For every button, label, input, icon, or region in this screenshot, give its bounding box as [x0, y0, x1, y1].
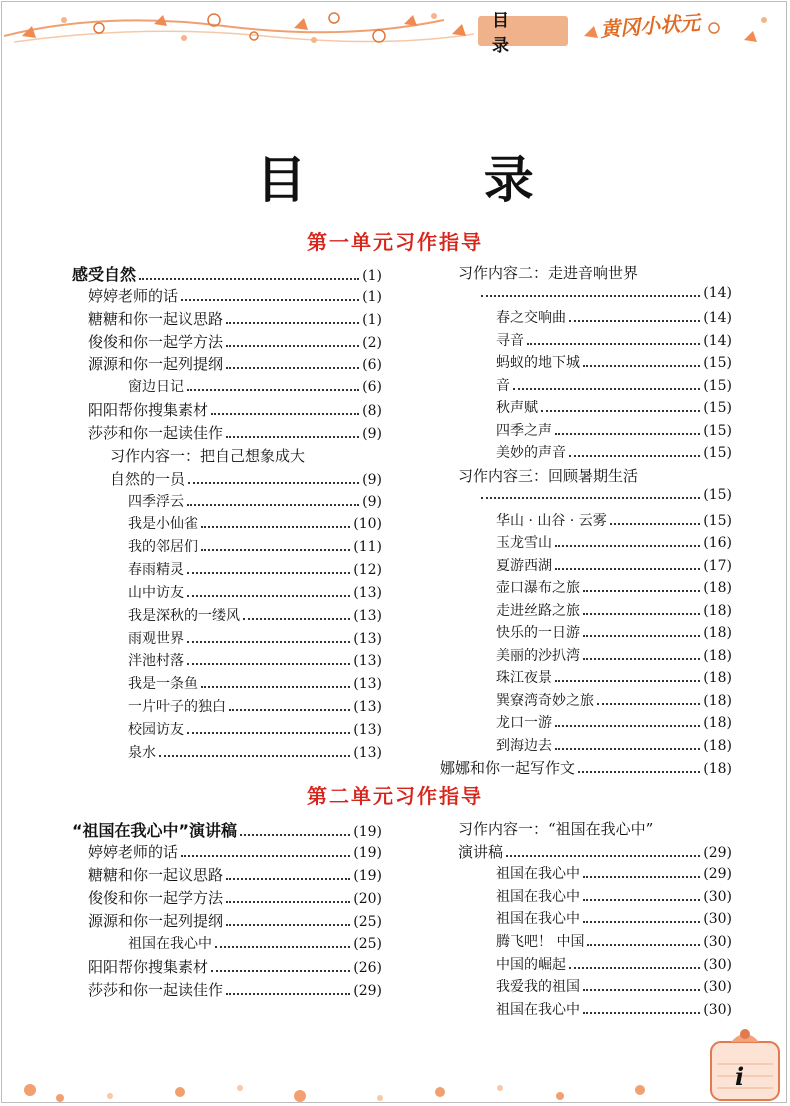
toc-entry-title: 糖糖和你一起议思路 — [88, 309, 224, 328]
toc-entry — [496, 735, 732, 757]
toc-entry-title: 玉龙雪山 — [496, 535, 552, 551]
toc-entry — [458, 262, 732, 284]
toc-entry-title: 糖糖和你一起议思路 — [88, 866, 224, 884]
toc-entry — [128, 673, 382, 695]
toc-entry-page: (13) — [353, 722, 382, 738]
dot-leader — [583, 603, 700, 615]
toc-entry — [496, 863, 732, 885]
toc-entry-title: 源源和你一起列提纲 — [88, 355, 224, 374]
toc-entry-title: 祖国在我心中 — [496, 911, 580, 928]
toc-entry-title: 我是一条鱼 — [128, 676, 198, 693]
toc-entry-page: (13) — [353, 653, 382, 670]
toc-entry — [128, 628, 382, 650]
dot-leader — [641, 471, 729, 481]
toc-entry-title: 腾飞吧！ 中国 — [496, 934, 585, 950]
toc-entry — [496, 908, 732, 930]
toc-entry-title: 音 — [496, 377, 510, 394]
toc-entry-page: (30) — [703, 1001, 732, 1018]
toc-entry — [72, 818, 382, 840]
dot-leader — [187, 494, 359, 506]
toc-entry-title: 四季浮云 — [128, 493, 184, 510]
dot-leader — [555, 738, 700, 750]
toc-entry-title: 四季之声 — [496, 422, 552, 439]
toc-entry — [496, 555, 732, 577]
dot-leader — [555, 715, 700, 727]
toc-entry-title: 阳阳帮你搜集素材 — [88, 958, 209, 976]
toc-entry-title: 莎莎和你一起读佳作 — [88, 981, 224, 999]
toc-entry-page: (16) — [703, 535, 732, 551]
dot-leader — [569, 310, 700, 322]
toc-entry — [478, 285, 732, 307]
dot-leader — [226, 426, 359, 438]
dot-leader — [139, 268, 359, 280]
toc-entry — [496, 442, 732, 464]
toc-entry-page: (18) — [703, 692, 732, 709]
toc-entry-title: 春雨精灵 — [128, 562, 184, 579]
toc-entry — [458, 818, 732, 840]
toc-entry-page: (15) — [703, 422, 732, 439]
toc-entry — [496, 375, 732, 397]
header-tab: 目 录 — [478, 16, 568, 46]
section-1-heading: 第一单元习作指导 — [307, 230, 483, 254]
dot-leader — [656, 824, 729, 834]
dot-leader — [583, 355, 700, 367]
toc-entry-title: 祖国在我心中 — [496, 866, 580, 883]
dot-leader — [187, 379, 359, 391]
toc-entry-page: (30) — [703, 979, 732, 996]
dot-leader — [211, 960, 350, 972]
toc-entry-page: (18) — [703, 670, 732, 686]
toc-entry — [478, 487, 732, 509]
toc-entry-page: (18) — [703, 761, 732, 777]
toc-entry-title: 祖国在我心中 — [496, 888, 580, 905]
toc-entry — [88, 864, 382, 886]
toc-entry-title: 巽寮湾奇妙之旅 — [496, 692, 594, 709]
page-number: i — [735, 1062, 745, 1091]
toc-entry-title: 山中访友 — [128, 584, 184, 601]
toc-entry-title: 夏游西湖 — [496, 557, 552, 574]
toc-entry — [496, 712, 732, 734]
toc-entry — [88, 399, 382, 421]
dot-leader — [583, 866, 700, 878]
toc-entry-title: 俊俊和你一起学方法 — [88, 889, 224, 907]
toc-entry-page: (13) — [353, 630, 382, 647]
dot-leader — [583, 580, 700, 592]
dot-leader — [181, 845, 350, 857]
toc-entry-page: (12) — [353, 562, 382, 579]
toc-entry-title: 寻音 — [496, 332, 524, 349]
toc-entry-page: (10) — [353, 516, 382, 533]
toc-entry-title: 龙口一游 — [496, 715, 552, 731]
toc-entry — [496, 931, 732, 953]
toc-entry — [110, 468, 382, 490]
toc-entry — [496, 622, 732, 644]
toc-entry-page: (30) — [703, 888, 732, 905]
toc-entry-page: (15) — [703, 512, 732, 529]
toc-entry-title: 秋声赋 — [496, 400, 538, 416]
toc-entry-title: 我是深秋的一缕风 — [128, 607, 240, 624]
toc-entry — [88, 910, 382, 932]
dot-leader — [541, 400, 700, 412]
toc-entry-page: (25) — [353, 936, 382, 952]
page-title: 目 录 — [256, 151, 614, 209]
toc-entry-page: (9) — [362, 425, 382, 442]
dot-leader — [506, 845, 700, 857]
toc-entry — [496, 307, 732, 329]
dot-leader — [226, 357, 359, 369]
dot-leader — [240, 824, 350, 836]
toc-entry-page: (15) — [703, 487, 732, 503]
toc-entry-title: 窗边日记 — [128, 379, 184, 396]
dot-leader — [201, 539, 350, 551]
toc-entry-page: (11) — [353, 539, 382, 556]
toc-entry-title: 阳阳帮你搜集素材 — [88, 401, 209, 420]
toc-entry-page: (13) — [353, 744, 382, 761]
toc-entry — [128, 696, 382, 718]
toc-entry-title: 一片叶子的独白 — [128, 699, 226, 716]
toc-entry-page: (15) — [703, 355, 732, 371]
toc-entry — [496, 954, 732, 976]
toc-entry — [88, 956, 382, 978]
toc-entry-page: (2) — [362, 334, 382, 351]
toc-entry-page: (9) — [362, 471, 382, 488]
toc-entry — [88, 331, 382, 353]
toc-entry — [128, 513, 382, 535]
toc-entry-title: 俊俊和你一起学方法 — [88, 332, 224, 351]
toc-entry — [496, 397, 732, 419]
toc-entry — [110, 445, 382, 467]
toc-entry — [496, 600, 732, 622]
dot-leader — [226, 335, 359, 347]
toc-entry — [496, 330, 732, 352]
toc-entry-title: 到海边去 — [496, 737, 552, 754]
toc-entry — [128, 376, 382, 398]
toc-entry-title: 春之交响曲 — [496, 310, 566, 326]
toc-entry-page: (18) — [703, 715, 732, 731]
toc-entry-page: (9) — [362, 493, 382, 510]
toc-entry-title: 源源和你一起列提纲 — [88, 912, 224, 930]
dot-leader — [181, 289, 359, 301]
dot-leader — [226, 868, 350, 880]
brand-logo: 黄冈小状元 — [599, 10, 701, 42]
toc-entry-title: 习作内容一：“祖国在我心中” — [458, 820, 654, 838]
dot-leader — [187, 722, 350, 734]
toc-entry — [72, 262, 382, 284]
dot-leader — [555, 535, 700, 547]
toc-entry-page: (26) — [353, 960, 382, 976]
toc-entry-title: 美妙的声音 — [496, 445, 566, 461]
toc-entry-page: (19) — [353, 845, 382, 861]
toc-entry-page: (20) — [353, 891, 382, 907]
toc-entry-title: “祖国在我心中”演讲稿 — [72, 821, 238, 840]
toc-entry — [128, 536, 382, 558]
dot-leader — [226, 914, 350, 926]
toc-entry-title: 婷婷老师的话 — [88, 286, 179, 305]
toc-entry-title: 珠江夜景 — [496, 670, 552, 686]
toc-entry — [496, 667, 732, 689]
dot-leader — [641, 268, 729, 278]
toc-entry-title: 娜娜和你一起写作文 — [440, 759, 576, 777]
dot-leader — [583, 889, 700, 901]
dot-leader — [513, 378, 700, 390]
toc-entry-title: 祖国在我心中 — [128, 936, 212, 952]
toc-entry — [496, 510, 732, 532]
dot-leader — [583, 648, 700, 660]
toc-entry-title: 美丽的沙扒湾 — [496, 647, 580, 664]
toc-entry-page: (14) — [703, 284, 732, 301]
bottom-decoration — [0, 1070, 790, 1106]
toc-entry-page: (6) — [362, 379, 382, 396]
dot-leader — [597, 693, 700, 705]
dot-leader — [201, 516, 350, 528]
toc-entry-page: (15) — [703, 377, 732, 394]
toc-entry-title: 我是小仙雀 — [128, 516, 198, 533]
toc-entry — [88, 308, 382, 330]
dot-leader — [583, 625, 700, 637]
dot-leader — [187, 653, 350, 665]
toc-entry — [496, 645, 732, 667]
toc-entry-page: (14) — [703, 310, 732, 326]
toc-entry-page: (25) — [353, 914, 382, 930]
toc-entry-page: (30) — [703, 934, 732, 950]
dot-leader — [481, 285, 700, 297]
toc-entry-page: (19) — [353, 824, 382, 840]
dot-leader — [555, 558, 700, 570]
dot-leader — [211, 403, 359, 415]
toc-entry — [88, 841, 382, 863]
dot-leader — [583, 979, 700, 991]
dot-leader — [201, 676, 350, 688]
toc-entry-page: (18) — [703, 602, 732, 619]
dot-leader — [226, 891, 350, 903]
toc-entry-page: (18) — [703, 580, 732, 596]
dot-leader — [555, 670, 700, 682]
toc-entry-title: 感受自然 — [72, 265, 137, 284]
toc-entry-page: (1) — [362, 288, 382, 305]
toc-entry — [88, 422, 382, 444]
toc-entry — [128, 491, 382, 513]
toc-entry-page: (13) — [353, 607, 382, 624]
toc-entry — [496, 690, 732, 712]
toc-entry-page: (15) — [703, 400, 732, 416]
section-2-heading: 第二单元习作指导 — [307, 784, 483, 808]
dot-leader — [187, 631, 350, 643]
toc-entry — [88, 353, 382, 375]
toc-entry-title: 泮池村落 — [128, 653, 184, 670]
toc-entry-title: 中国的崛起 — [496, 956, 566, 973]
dot-leader — [481, 487, 700, 499]
toc-entry — [496, 352, 732, 374]
toc-entry-title: 泉水 — [128, 744, 156, 761]
toc-entry — [128, 582, 382, 604]
toc-entry — [440, 757, 732, 779]
dot-leader — [159, 745, 350, 757]
page-badge-icon — [705, 1024, 785, 1104]
toc-entry — [496, 886, 732, 908]
toc-entry-page: (8) — [362, 403, 382, 420]
toc-entry-title: 莎莎和你一起读佳作 — [88, 423, 224, 442]
toc-entry-page: (18) — [703, 737, 732, 754]
toc-entry-page: (14) — [703, 332, 732, 349]
toc-entry-title: 婷婷老师的话 — [88, 843, 179, 861]
toc-entry — [496, 420, 732, 442]
dot-leader — [527, 333, 700, 345]
toc-entry — [458, 465, 732, 487]
toc-entry-title: 习作内容一：把自己想象成大 — [110, 446, 306, 465]
toc-entry-title: 校园访友 — [128, 722, 184, 738]
toc-entry-title: 快乐的一日游 — [496, 625, 580, 641]
dot-leader — [569, 445, 700, 457]
toc-entry — [496, 999, 732, 1021]
dot-leader — [610, 513, 701, 525]
toc-entry-title: 祖国在我心中 — [496, 1001, 580, 1018]
toc-entry-page: (29) — [703, 866, 732, 883]
toc-entry-page: (29) — [353, 983, 382, 999]
dot-leader — [583, 1002, 700, 1014]
toc-entry-title: 我的邻居们 — [128, 539, 198, 556]
dot-leader — [187, 585, 350, 597]
dot-leader — [587, 934, 700, 946]
dot-leader — [569, 957, 700, 969]
toc-entry-page: (30) — [703, 911, 732, 928]
toc-entry-title: 习作内容三：回顾暑期生活 — [458, 466, 639, 485]
dot-leader — [583, 911, 700, 923]
toc-entry — [496, 532, 732, 554]
toc-entry-page: (1) — [362, 268, 382, 284]
toc-entry — [128, 742, 382, 764]
toc-entry-page: (13) — [353, 699, 382, 716]
toc-entry-page: (19) — [353, 868, 382, 884]
dot-leader — [578, 761, 700, 773]
toc-entry — [128, 719, 382, 741]
toc-entry — [128, 605, 382, 627]
dot-leader — [229, 699, 350, 711]
toc-entry-page: (15) — [703, 445, 732, 461]
toc-entry — [496, 976, 732, 998]
toc-entry — [128, 559, 382, 581]
dot-leader — [226, 312, 359, 324]
dot-leader — [215, 936, 350, 948]
toc-entry — [496, 577, 732, 599]
toc-entry-title: 华山 · 山谷 · 云雾 — [496, 512, 607, 529]
dot-leader — [188, 472, 359, 484]
toc-entry — [88, 285, 382, 307]
toc-entry-title: 走进丝路之旅 — [496, 602, 580, 619]
toc-entry-page: (30) — [703, 956, 732, 973]
toc-entry-title: 蚂蚁的地下城 — [496, 355, 580, 371]
toc-entry-page: (1) — [362, 311, 382, 328]
dot-leader — [555, 423, 700, 435]
toc-entry-page: (17) — [703, 557, 732, 574]
toc-entry — [128, 933, 382, 955]
toc-entry-title: 演讲稿 — [458, 842, 504, 861]
dot-leader — [226, 983, 350, 995]
toc-entry-page: (6) — [362, 357, 382, 374]
toc-entry — [458, 841, 732, 863]
toc-entry-page: (18) — [703, 625, 732, 641]
dot-leader — [243, 608, 350, 620]
toc-entry-title: 雨观世界 — [128, 630, 184, 647]
toc-entry-title: 我爱我的祖国 — [496, 979, 580, 996]
dot-leader — [187, 562, 350, 574]
toc-entry-page: (29) — [703, 844, 732, 861]
toc-entry-title: 自然的一员 — [110, 469, 186, 488]
toc-entry — [88, 887, 382, 909]
toc-entry-page: (18) — [703, 647, 732, 664]
toc-entry-page: (13) — [353, 676, 382, 693]
toc-entry-title: 习作内容二：走进音响世界 — [458, 264, 639, 282]
toc-entry-page: (13) — [353, 584, 382, 601]
toc-entry — [128, 650, 382, 672]
dot-leader — [308, 451, 379, 461]
toc-entry-title: 壶口瀑布之旅 — [496, 580, 580, 596]
toc-entry — [88, 979, 382, 1001]
